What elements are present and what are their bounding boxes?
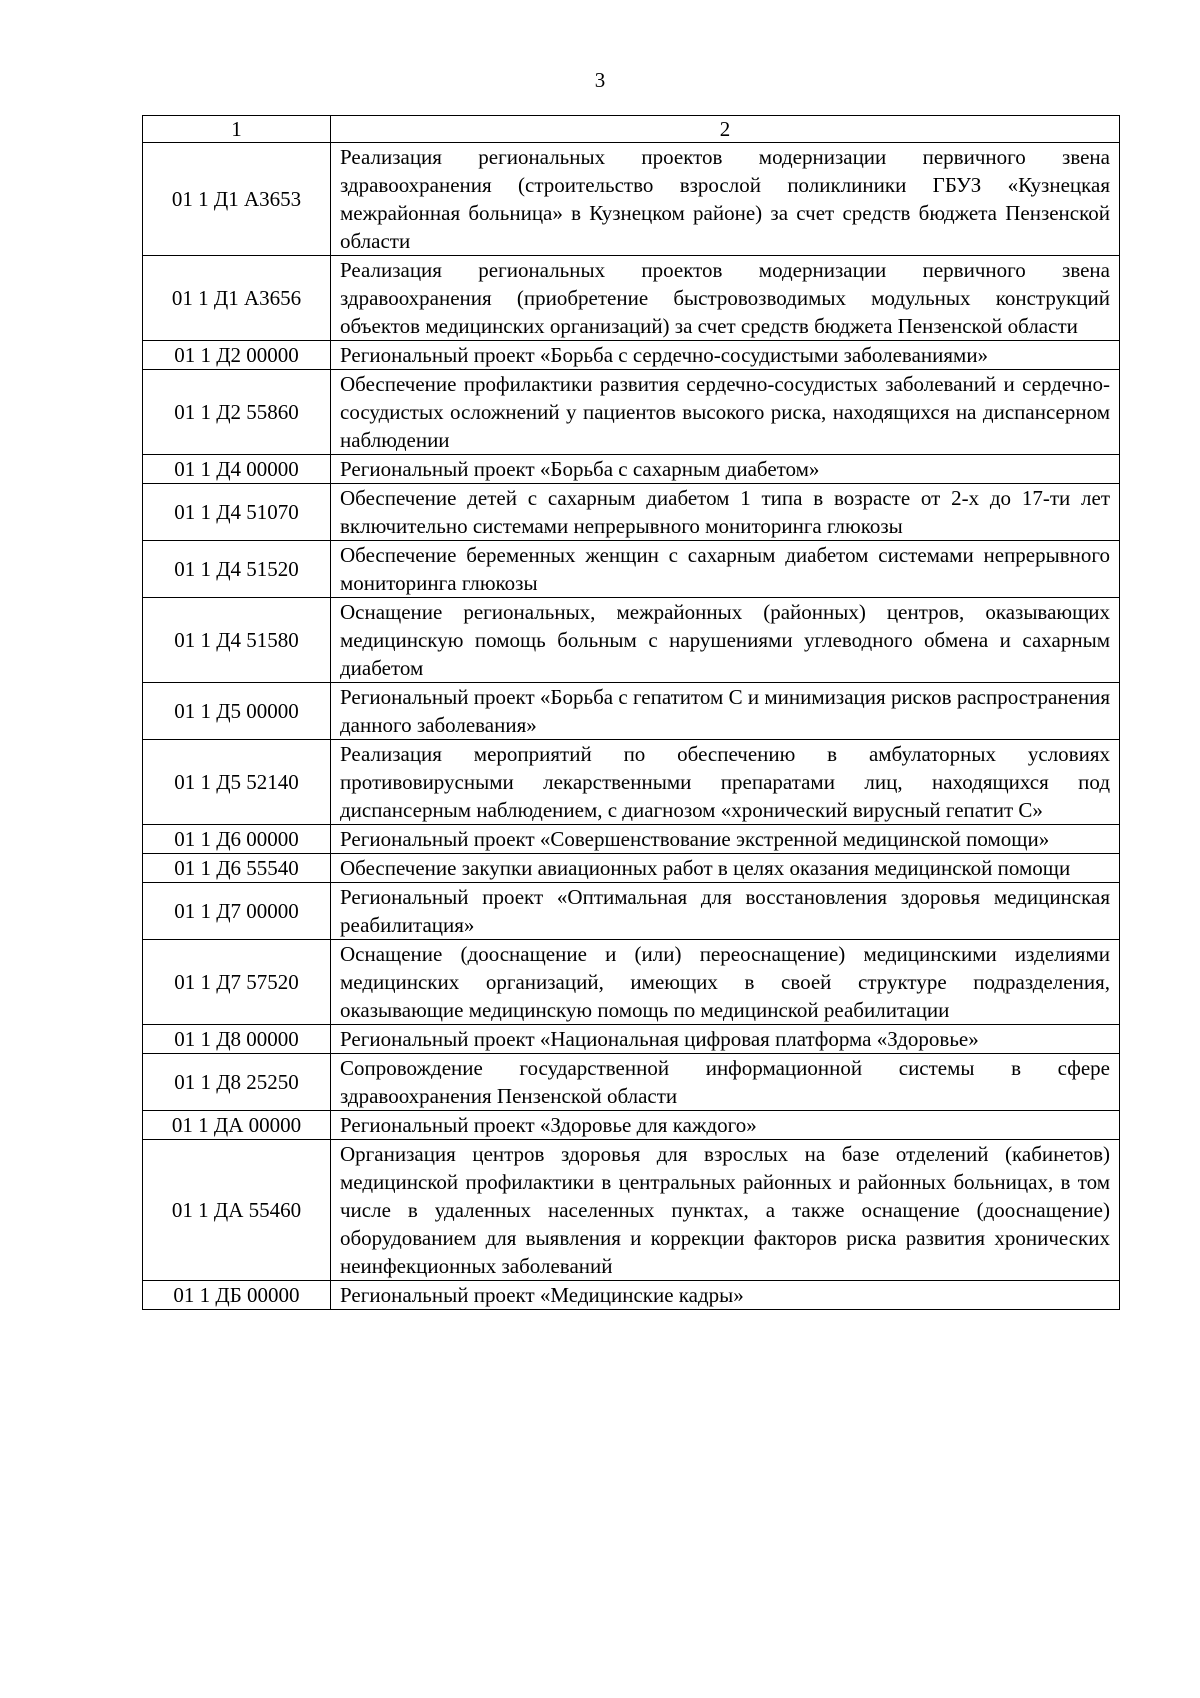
description-cell: Реализация региональных проектов модернизации первичного звена здравоохранения (приобретение быстровозводимых модульных конструкций объектов медицинских организаций) за счет средств бюджета Пензенской области [331,256,1120,341]
target-code-cell: 01 1 Д4 51580 [143,598,331,683]
target-code-cell: 01 1 Д7 57520 [143,940,331,1025]
description-cell: Региональный проект «Оптимальная для восстановления здоровья медицинская реабилитация» [331,883,1120,940]
description-cell: Обеспечение закупки авиационных работ в целях оказания медицинской помощи [331,854,1120,883]
target-code-cell: 01 1 Д4 00000 [143,455,331,484]
column-header-description: 2 [331,116,1120,143]
target-code-cell: 01 1 Д4 51070 [143,484,331,541]
description-cell: Оснащение (дооснащение и (или) переоснащение) медицинскими изделиями медицинских организаций, имеющих в своей структуре подразделения, оказывающие медицинскую помощь по медицинской реабилитации [331,940,1120,1025]
target-code-cell: 01 1 Д2 00000 [143,341,331,370]
description-cell: Региональный проект «Медицинские кадры» [331,1281,1120,1310]
page-number: 3 [594,68,606,92]
target-code-cell: 01 1 Д7 00000 [143,883,331,940]
description-cell: Региональный проект «Здоровье для каждого» [331,1111,1120,1140]
table-row [143,598,1120,683]
target-code-cell: 01 1 Д1 А3656 [143,256,331,341]
table-row [143,825,1120,854]
target-code-cell: 01 1 Д1 А3653 [143,143,331,256]
table-row [143,484,1120,541]
target-code-cell: 01 1 Д6 55540 [143,854,331,883]
description-cell: Региональный проект «Борьба с сахарным диабетом» [331,455,1120,484]
description-cell: Обеспечение детей с сахарным диабетом 1 типа в возрасте от 2-х до 17-ти лет включительно системами непрерывного мониторинга глюкозы [331,484,1120,541]
description-cell: Оснащение региональных, межрайонных (районных) центров, оказывающих медицинскую помощь больным с нарушениями углеводного обмена и сахарным диабетом [331,598,1120,683]
table-header-row [143,116,1120,143]
budget-classification-table [142,115,1120,1310]
target-code-cell: 01 1 ДА 55460 [143,1140,331,1281]
table-row [143,940,1120,1025]
description-cell: Региональный проект «Национальная цифровая платформа «Здоровье» [331,1025,1120,1054]
table-body [143,143,1120,1310]
table-row [143,143,1120,256]
table-row [143,683,1120,740]
table-row [143,341,1120,370]
target-code-cell: 01 1 ДБ 00000 [143,1281,331,1310]
description-cell: Сопровождение государственной информационной системы в сфере здравоохранения Пензенской области [331,1054,1120,1111]
target-code-cell: 01 1 Д6 00000 [143,825,331,854]
target-code-cell: 01 1 Д5 52140 [143,740,331,825]
table-row [143,1281,1120,1310]
description-cell: Региональный проект «Борьба с сердечно-сосудистыми заболеваниями» [331,341,1120,370]
table-row [143,256,1120,341]
table-row [143,1111,1120,1140]
target-code-cell: 01 1 Д8 00000 [143,1025,331,1054]
table-row [143,1054,1120,1111]
description-cell: Организация центров здоровья для взрослых на базе отделений (кабинетов) медицинской профилактики в центральных районных и районных больницах, в том числе в удаленных населенных пунктах, а также оснащение (дооснащение) оборудованием для выявления и коррекции факторов риска развития хронических неинфекционных заболеваний [331,1140,1120,1281]
table-row [143,740,1120,825]
target-code-cell: 01 1 Д2 55860 [143,370,331,455]
table-row [143,1140,1120,1281]
table-row [143,854,1120,883]
description-cell: Региональный проект «Борьба с гепатитом С и минимизация рисков распространения данного заболевания» [331,683,1120,740]
table-row [143,1025,1120,1054]
description-cell: Обеспечение профилактики развития сердечно-сосудистых заболеваний и сердечно-сосудистых осложнений у пациентов высокого риска, находящихся на диспансерном наблюдении [331,370,1120,455]
target-code-cell: 01 1 Д8 25250 [143,1054,331,1111]
target-code-cell: 01 1 Д4 51520 [143,541,331,598]
description-cell: Реализация региональных проектов модернизации первичного звена здравоохранения (строительство взрослой поликлиники ГБУЗ «Кузнецкая межрайонная больница» в Кузнецком районе) за счет средств бюджета Пензенской области [331,143,1120,256]
description-cell: Реализация мероприятий по обеспечению в амбулаторных условиях противовирусными лекарственными препаратами лиц, находящихся под диспансерным наблюдением, с диагнозом «хронический вирусный гепатит С» [331,740,1120,825]
target-code-cell: 01 1 ДА 00000 [143,1111,331,1140]
table-row [143,883,1120,940]
target-code-cell: 01 1 Д5 00000 [143,683,331,740]
column-header-code: 1 [143,116,331,143]
table-row [143,370,1120,455]
table-row [143,541,1120,598]
description-cell: Региональный проект «Совершенствование экстренной медицинской помощи» [331,825,1120,854]
description-cell: Обеспечение беременных женщин с сахарным диабетом системами непрерывного мониторинга глюкозы [331,541,1120,598]
table-row [143,455,1120,484]
